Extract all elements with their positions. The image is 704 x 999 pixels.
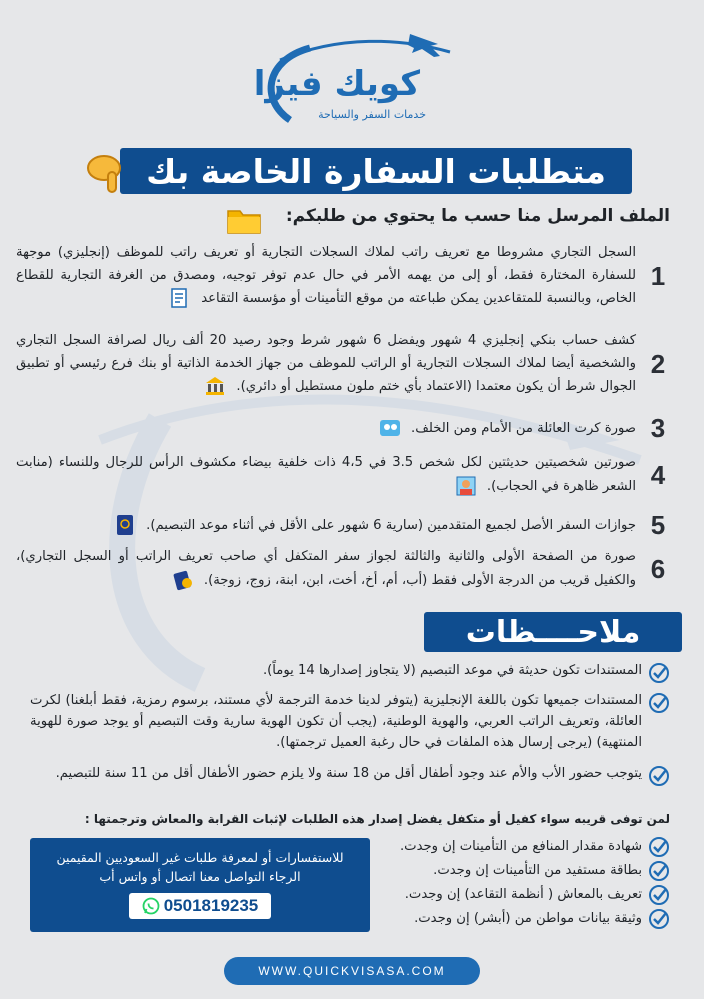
requirement-text: صورة من الصفحة الأولى والثانية والثالثة لجواز سفر المتكفل أي صاحب تعريف الراتب أو السجل التجاري)، والكفيل قريب من الدرجة الأولى فقط (أب، أم، أخ، أخت، ابن، ابنة، زوج، زوجة). <box>16 546 640 592</box>
website-url: WWW.QUICKVISASA.COM <box>258 964 446 978</box>
note-item <box>30 660 670 684</box>
page-title: متطلبات السفارة الخاصة بك <box>146 151 606 191</box>
requirement-number: 4 <box>650 459 666 490</box>
requirement-item <box>16 413 676 444</box>
note-item <box>30 763 670 787</box>
deceased-doc-item: بطاقة مستفيد من التأمينات إن وجدت. <box>380 858 670 882</box>
pointing-hand-icon <box>78 148 126 196</box>
notes-banner <box>424 612 682 652</box>
requirement-item <box>16 452 676 498</box>
contact-box <box>30 838 370 932</box>
contact-line-1: للاستفسارات أو لمعرفة طلبات غير السعوديين المقيمين <box>56 850 344 865</box>
requirement-text: كشف حساب بنكي إنجليزي 4 شهور ويفضل 6 شهور شرط وجود رصيد 20 ألف ريال لصرافة السجل التجاري والشخصية أيضا لملاك السجلات التجارية أو الراتب للموظف من جهاز الخدمة الذاتية أو بنك فرع رئيسي أو تطبيق الجوال شرط أن يكون معتمدا (الاعتماد بأي ختم ملون مستطيل أو دائري). <box>16 330 640 399</box>
photo-icon <box>455 475 477 497</box>
check-icon <box>648 765 670 787</box>
note-text: يتوجب حضور الأب والأم عند وجود أطفال أقل من 18 سنة ولا يلزم حضور الأطفال أقل من 11 سنة للتبصيم. <box>55 766 642 781</box>
phone-button[interactable] <box>129 893 271 919</box>
website-link[interactable] <box>224 957 480 985</box>
brand-name: كويك فيزا <box>253 64 420 104</box>
requirement-number: 6 <box>650 553 666 584</box>
brand-logo <box>250 30 460 130</box>
check-icon <box>648 836 670 858</box>
requirement-item <box>16 242 676 311</box>
check-icon <box>648 860 670 882</box>
requirement-text: السجل التجاري مشروطا مع تعريف راتب لملاك السجلات التجارية أو تعريف راتب للموظف (إنجليزي) موجهة للسفارة المختارة فقط، أو إلى من يهمه الأمر في حال عدم توفر توجيه، ومصدق من الغرفة التجارية للقطاع الخاص، وبالنسبة للمتقاعدين يمكن طباعته من موقع التأمينات أو مؤسسة التقاعد <box>16 242 640 311</box>
check-icon <box>648 692 670 714</box>
file-subheading: الملف المرسل منا حسب ما يحتوي من طلبكم: <box>285 206 670 226</box>
note-item <box>30 690 670 753</box>
requirement-item <box>16 510 676 541</box>
folder-icon <box>226 205 262 235</box>
check-icon <box>648 662 670 684</box>
notes-title: ملاحــــظات <box>465 614 641 650</box>
deceased-doc-item: تعريف بالمعاش ( أنظمة التقاعد) إن وجدت. <box>380 882 670 906</box>
deceased-doc-item: وثيقة بيانات مواطن من (أبشر) إن وجدت. <box>380 906 670 930</box>
family-card-icon <box>379 417 401 439</box>
deceased-relative-heading: لمن توفى قريبه سواء كفيل أو متكفل يفضل إصدار هذه الطلبات لإثبات القرابة والمعاش وترجمتها : <box>84 812 670 826</box>
passport-visa-icon <box>172 569 194 591</box>
requirement-number: 5 <box>650 510 666 540</box>
bank-icon <box>204 375 226 397</box>
requirement-text: صورة كرت العائلة من الأمام ومن الخلف. <box>16 417 640 441</box>
note-text: المستندات تكون حديثة في موعد التبصيم (لا يتجاوز إصدارها 14 يوماً). <box>262 663 642 678</box>
document-icon <box>169 287 191 309</box>
requirement-number: 2 <box>650 348 666 379</box>
check-icon <box>648 908 670 930</box>
check-icon <box>648 884 670 906</box>
deceased-doc-item: شهادة مقدار المنافع من التأمينات إن وجدت. <box>380 834 670 858</box>
brand-tagline: خدمات السفر والسياحة <box>318 108 426 121</box>
requirement-item <box>16 546 676 592</box>
requirement-number: 1 <box>650 260 666 291</box>
requirement-text: جوازات السفر الأصل لجميع المتقدمين (سارية 6 شهور على الأقل في أثناء موعد التبصيم). <box>16 514 640 538</box>
title-banner <box>120 148 632 194</box>
requirement-text: صورتين شخصيتين حديثتين لكل شخص 3.5 في 4،5 ذات خلفية بيضاء مكشوف الرأس للرجال وللنساء (منابت الشعر ظاهرة في الحجاب). <box>16 452 640 498</box>
requirement-number: 3 <box>650 413 666 443</box>
passport-icon <box>114 514 136 536</box>
requirement-item <box>16 330 676 399</box>
whatsapp-icon <box>142 897 160 915</box>
note-text: المستندات جميعها تكون باللغة الإنجليزية (يتوفر لدينا خدمة الترجمة لأي مستند، برسوم رمزية، فقط أبلغنا) لكرت العائلة، وتعريف الراتب العربي، والهوية الوطنية، (يجب أن تكون الهوية سارية وقت التبصيم أو يوجد صورة للهوية المنتهية) (يرجى إرسال هذه الملفات في حال رغبة العميل ترجمتها). <box>30 693 642 750</box>
phone-number: 0501819235 <box>163 896 259 915</box>
contact-line-2: الرجاء التواصل معنا اتصال أو واتس أب <box>99 869 301 884</box>
